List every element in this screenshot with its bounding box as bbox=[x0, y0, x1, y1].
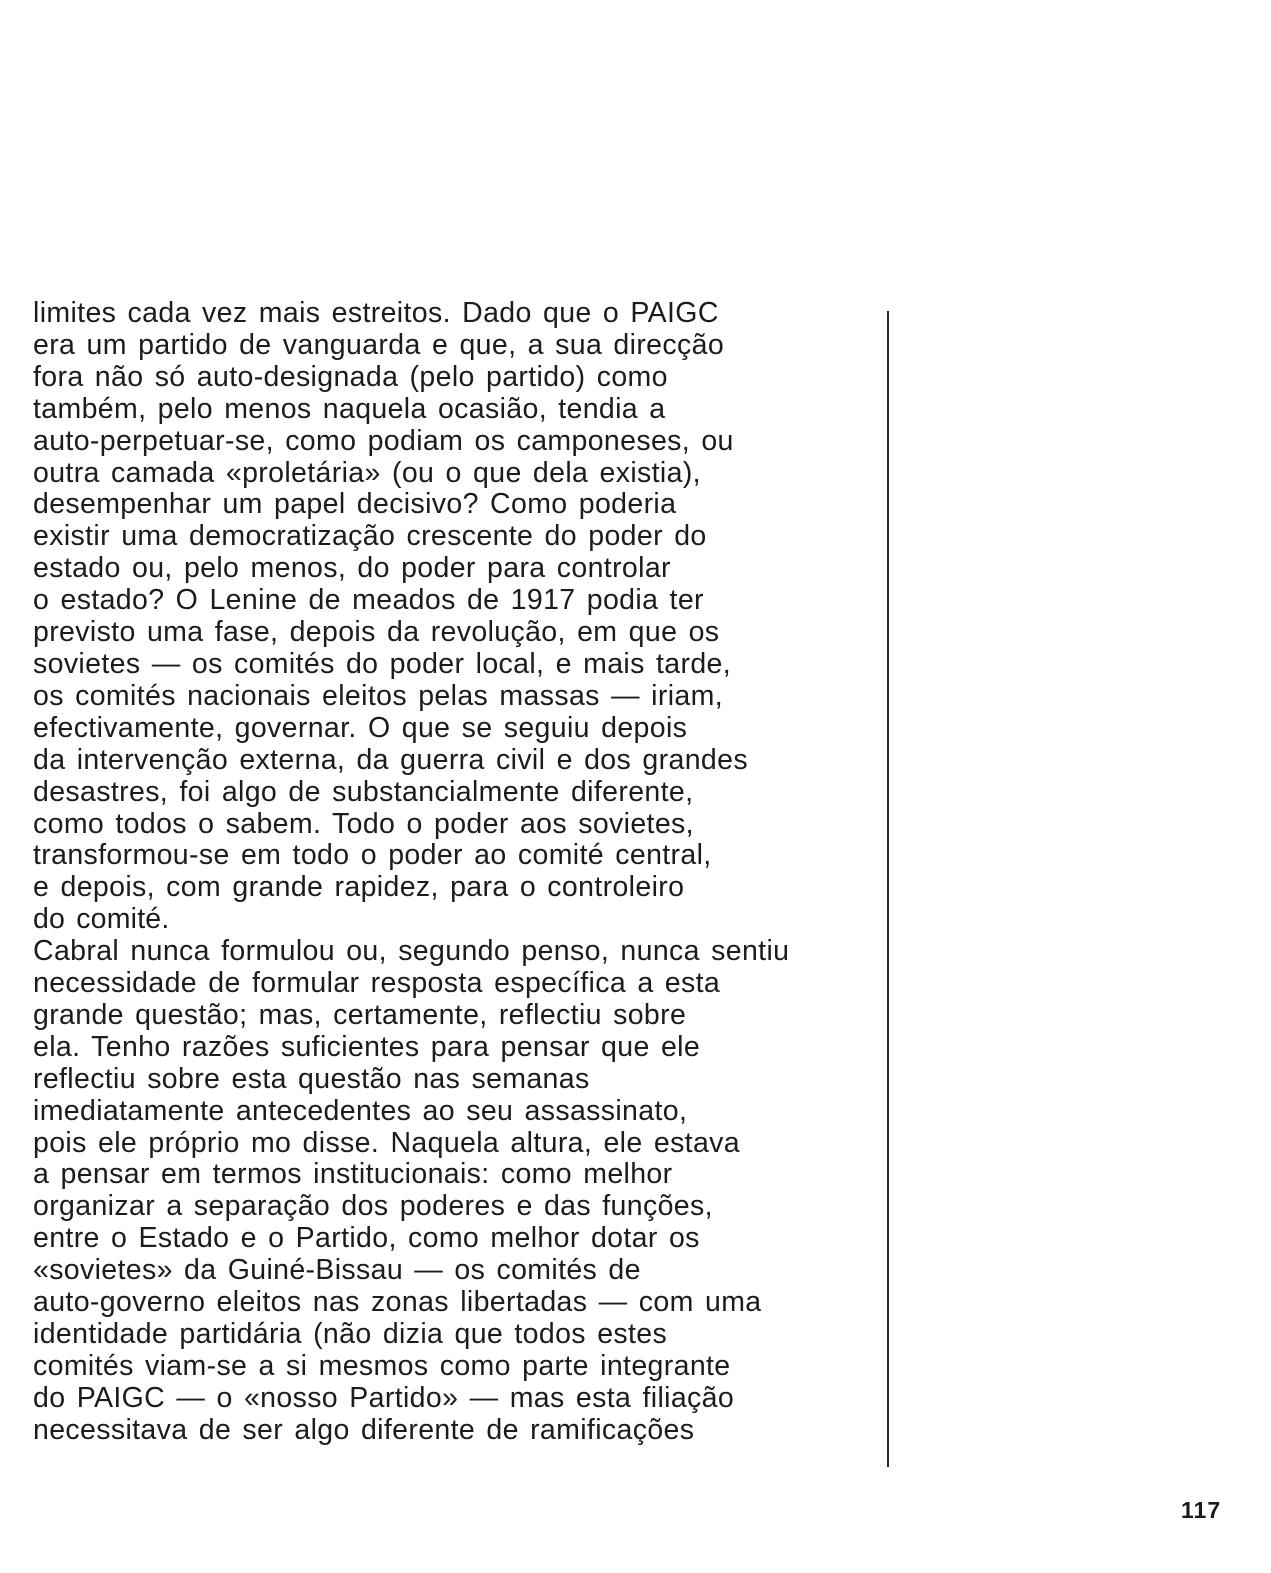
text-line: outra camada «proletária» (ou o que dela existia), bbox=[33, 456, 701, 489]
text-line: como todos o sabem. Todo o poder aos sovietes, bbox=[33, 807, 694, 840]
page-number: 117 bbox=[1181, 1497, 1222, 1523]
text-line: também, pelo menos naquela ocasião, tendia a bbox=[33, 392, 666, 425]
text-line: a pensar em termos institucionais: como melhor bbox=[33, 1158, 673, 1191]
text-line: organizar a separação dos poderes e das funções, bbox=[33, 1190, 713, 1223]
text-line: imediatamente antecedentes ao seu assassinato, bbox=[33, 1094, 688, 1127]
body-text bbox=[33, 298, 883, 1447]
text-line: os comités nacionais eleitos pelas massas — iriam, bbox=[33, 679, 724, 712]
text-line: e depois, com grande rapidez, para o controleiro bbox=[33, 871, 685, 904]
text-line: do comité. bbox=[33, 903, 170, 936]
text-line: entre o Estado e o Partido, como melhor dotar os bbox=[33, 1222, 700, 1255]
text-line: transformou-se em todo o poder ao comité central, bbox=[33, 839, 712, 872]
text-line: necessidade de formular resposta específica a esta bbox=[33, 967, 721, 1000]
text-line: comités viam-se a si mesmos como parte integrante bbox=[33, 1349, 731, 1382]
text-line: previsto uma fase, depois da revolução, em que os bbox=[33, 616, 720, 649]
text-line: era um partido de vanguarda e que, a sua direcção bbox=[33, 328, 725, 361]
text-line: auto-governo eleitos nas zonas libertadas — com uma bbox=[33, 1286, 762, 1319]
text-line: estado ou, pelo menos, do poder para controlar bbox=[33, 552, 671, 585]
text-line: sovietes — os comités do poder local, e mais tarde, bbox=[33, 647, 732, 680]
text-line: ela. Tenho razões suficientes para pensar que ele bbox=[33, 1030, 701, 1063]
text-line: desastres, foi algo de substancialmente diferente, bbox=[33, 775, 694, 808]
text-line: efectivamente, governar. O que se seguiu depois bbox=[33, 711, 688, 744]
text-line: da intervenção externa, da guerra civil e dos grandes bbox=[33, 743, 748, 776]
text-line: limites cada vez mais estreitos. Dado que o PAIGC bbox=[33, 297, 719, 329]
text-line: grande questão; mas, certamente, reflectiu sobre bbox=[33, 998, 687, 1031]
text-line: auto-perpetuar-se, como podiam os camponeses, ou bbox=[33, 424, 734, 457]
text-line: identidade partidária (não dizia que todos estes bbox=[33, 1318, 668, 1350]
margin-rule bbox=[887, 311, 889, 1467]
text-line: o estado? O Lenine de meados de 1917 podia ter bbox=[33, 584, 704, 617]
text-line: «sovietes» da Guiné-Bissau — os comités de bbox=[33, 1254, 641, 1287]
text-line: existir uma democratização crescente do poder do bbox=[33, 520, 707, 553]
text-line: necessitava de ser algo diferente de ramificações bbox=[33, 1413, 695, 1446]
text-line: Cabral nunca formulou ou, segundo penso, nunca sentiu bbox=[33, 935, 790, 968]
text-line: desempenhar um papel decisivo? Como poderia bbox=[33, 488, 677, 521]
text-line: fora não só auto-designada (pelo partido) como bbox=[33, 360, 668, 393]
text-line: do PAIGC — o «nosso Partido» — mas esta filiação bbox=[33, 1381, 735, 1414]
text-line: reflectiu sobre esta questão nas semanas bbox=[33, 1062, 590, 1095]
text-line: pois ele próprio mo disse. Naquela altura, ele estava bbox=[33, 1126, 740, 1159]
